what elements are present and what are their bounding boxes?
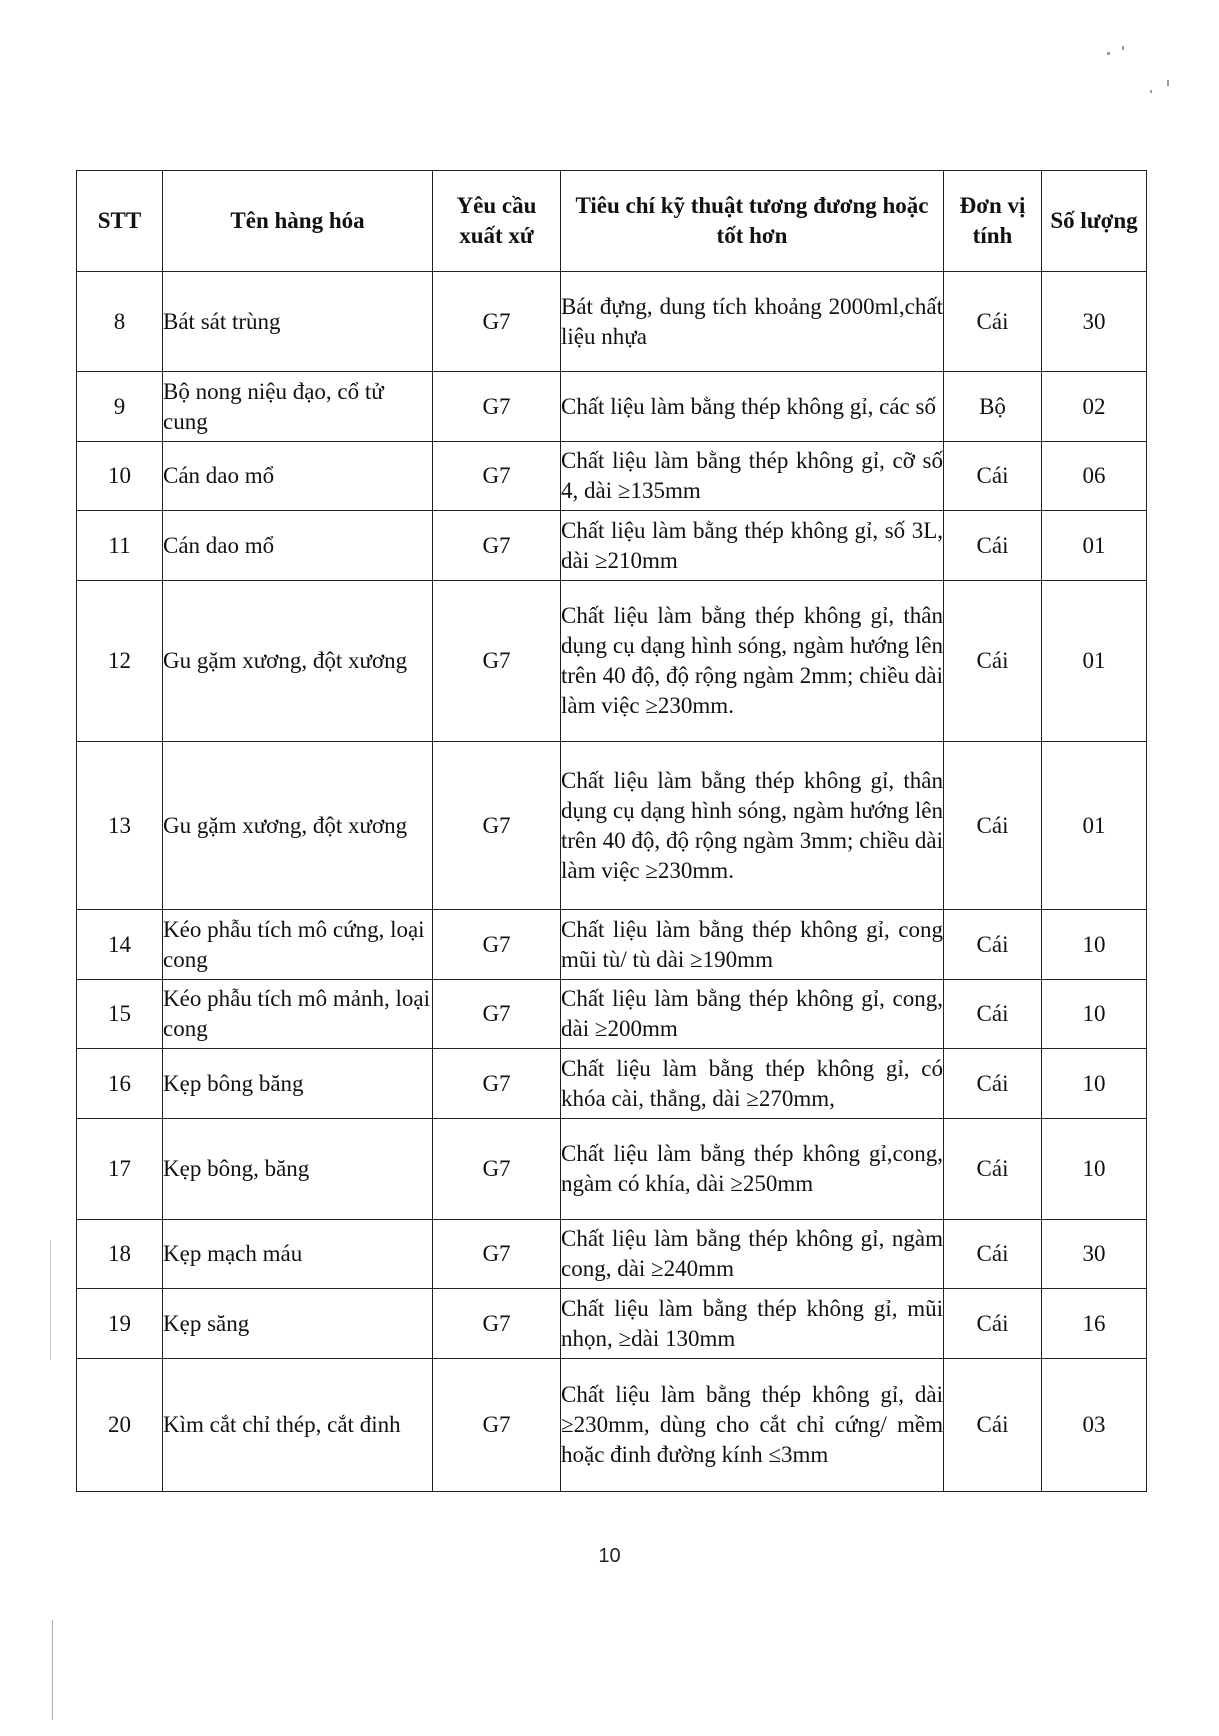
cell-qty: 10 bbox=[1042, 910, 1147, 980]
cell-qty: 03 bbox=[1042, 1359, 1147, 1492]
table-header-row bbox=[77, 171, 1147, 272]
scan-speck bbox=[1107, 52, 1110, 55]
cell-unit: Cái bbox=[944, 1049, 1042, 1119]
table-row bbox=[77, 910, 1147, 980]
cell-name: Kìm cắt chỉ thép, cắt đinh bbox=[163, 1359, 433, 1492]
table-row bbox=[77, 1049, 1147, 1119]
cell-origin: G7 bbox=[433, 272, 561, 372]
cell-qty: 01 bbox=[1042, 511, 1147, 581]
cell-stt: 16 bbox=[77, 1049, 163, 1119]
cell-unit: Cái bbox=[944, 442, 1042, 511]
cell-spec: Chất liệu làm bằng thép không gỉ, số 3L, dài ≥210mm bbox=[561, 511, 944, 581]
header-origin: Yêu cầu xuất xứ bbox=[433, 171, 561, 272]
cell-spec: Chất liệu làm bằng thép không gỉ, ngàm cong, dài ≥240mm bbox=[561, 1220, 944, 1289]
cell-spec: Chất liệu làm bằng thép không gỉ, thân dụng cụ dạng hình sóng, ngàm hướng lên trên 40 độ, độ rộng ngàm 2mm; chiều dài làm việc ≥230mm. bbox=[561, 581, 944, 742]
cell-stt: 13 bbox=[77, 742, 163, 910]
cell-stt: 14 bbox=[77, 910, 163, 980]
cell-qty: 06 bbox=[1042, 442, 1147, 511]
table-row bbox=[77, 511, 1147, 581]
cell-name: Kẹp mạch máu bbox=[163, 1220, 433, 1289]
cell-unit: Cái bbox=[944, 1359, 1042, 1492]
table-row bbox=[77, 980, 1147, 1049]
cell-origin: G7 bbox=[433, 442, 561, 511]
cell-origin: G7 bbox=[433, 581, 561, 742]
cell-stt: 15 bbox=[77, 980, 163, 1049]
table-row bbox=[77, 272, 1147, 372]
cell-spec: Chất liệu làm bằng thép không gỉ, cong, dài ≥200mm bbox=[561, 980, 944, 1049]
cell-unit: Cái bbox=[944, 742, 1042, 910]
scan-speck bbox=[1122, 46, 1124, 50]
page-number: 10 bbox=[598, 1545, 621, 1567]
cell-unit: Cái bbox=[944, 272, 1042, 372]
cell-stt: 12 bbox=[77, 581, 163, 742]
cell-name: Kẹp săng bbox=[163, 1289, 433, 1359]
cell-unit: Cái bbox=[944, 1220, 1042, 1289]
table-row bbox=[77, 442, 1147, 511]
cell-unit: Cái bbox=[944, 581, 1042, 742]
cell-spec: Chất liệu làm bằng thép không gỉ, các số bbox=[561, 372, 944, 442]
table-row bbox=[77, 1119, 1147, 1220]
cell-stt: 8 bbox=[77, 272, 163, 372]
cell-name: Cán dao mổ bbox=[163, 511, 433, 581]
table-row bbox=[77, 1220, 1147, 1289]
cell-spec: Chất liệu làm bằng thép không gỉ, có khóa cài, thẳng, dài ≥270mm, bbox=[561, 1049, 944, 1119]
scan-speck bbox=[1167, 80, 1169, 86]
cell-unit: Cái bbox=[944, 1289, 1042, 1359]
cell-name: Kẹp bông băng bbox=[163, 1049, 433, 1119]
cell-stt: 17 bbox=[77, 1119, 163, 1220]
table-row bbox=[77, 581, 1147, 742]
cell-qty: 01 bbox=[1042, 581, 1147, 742]
cell-name: Gu gặm xương, đột xương bbox=[163, 742, 433, 910]
scan-edge-line bbox=[50, 1240, 51, 1360]
cell-spec: Chất liệu làm bằng thép không gỉ, thân dụng cụ dạng hình sóng, ngàm hướng lên trên 40 độ, độ rộng ngàm 3mm; chiều dài làm việc ≥230mm. bbox=[561, 742, 944, 910]
cell-origin: G7 bbox=[433, 1289, 561, 1359]
scan-edge-line bbox=[52, 1620, 53, 1720]
header-name: Tên hàng hóa bbox=[163, 171, 433, 272]
cell-name: Bộ nong niệu đạo, cổ tử cung bbox=[163, 372, 433, 442]
cell-origin: G7 bbox=[433, 1359, 561, 1492]
cell-unit: Bộ bbox=[944, 372, 1042, 442]
cell-name: Cán dao mổ bbox=[163, 442, 433, 511]
cell-name: Gu gặm xương, đột xương bbox=[163, 581, 433, 742]
cell-unit: Cái bbox=[944, 910, 1042, 980]
cell-unit: Cái bbox=[944, 511, 1042, 581]
cell-qty: 02 bbox=[1042, 372, 1147, 442]
cell-spec: Chất liệu làm bằng thép không gỉ, cong mũi tù/ tù dài ≥190mm bbox=[561, 910, 944, 980]
table-row bbox=[77, 1359, 1147, 1492]
cell-origin: G7 bbox=[433, 1220, 561, 1289]
scan-speck bbox=[1150, 90, 1152, 93]
table-row bbox=[77, 742, 1147, 910]
cell-origin: G7 bbox=[433, 1119, 561, 1220]
goods-table bbox=[76, 170, 1147, 1492]
header-qty: Số lượng bbox=[1042, 171, 1147, 272]
cell-unit: Cái bbox=[944, 980, 1042, 1049]
cell-stt: 19 bbox=[77, 1289, 163, 1359]
cell-stt: 20 bbox=[77, 1359, 163, 1492]
cell-qty: 01 bbox=[1042, 742, 1147, 910]
cell-qty: 10 bbox=[1042, 1049, 1147, 1119]
cell-spec: Chất liệu làm bằng thép không gỉ, dài ≥230mm, dùng cho cắt chỉ cứng/ mềm hoặc đinh đường kính ≤3mm bbox=[561, 1359, 944, 1492]
cell-name: Bát sát trùng bbox=[163, 272, 433, 372]
cell-origin: G7 bbox=[433, 910, 561, 980]
cell-spec: Chất liệu làm bằng thép không gỉ,cong, ngàm có khía, dài ≥250mm bbox=[561, 1119, 944, 1220]
cell-name: Kẹp bông, băng bbox=[163, 1119, 433, 1220]
cell-spec: Chất liệu làm bằng thép không gỉ, cỡ số 4, dài ≥135mm bbox=[561, 442, 944, 511]
table-row bbox=[77, 372, 1147, 442]
cell-qty: 10 bbox=[1042, 1119, 1147, 1220]
cell-unit: Cái bbox=[944, 1119, 1042, 1220]
cell-spec: Chất liệu làm bằng thép không gỉ, mũi nhọn, ≥dài 130mm bbox=[561, 1289, 944, 1359]
cell-qty: 30 bbox=[1042, 1220, 1147, 1289]
cell-spec: Bát đựng, dung tích khoảng 2000ml,chất liệu nhựa bbox=[561, 272, 944, 372]
cell-qty: 10 bbox=[1042, 980, 1147, 1049]
header-stt: STT bbox=[77, 171, 163, 272]
table-row bbox=[77, 1289, 1147, 1359]
cell-qty: 30 bbox=[1042, 272, 1147, 372]
cell-origin: G7 bbox=[433, 511, 561, 581]
cell-name: Kéo phẫu tích mô cứng, loại cong bbox=[163, 910, 433, 980]
cell-origin: G7 bbox=[433, 1049, 561, 1119]
cell-origin: G7 bbox=[433, 742, 561, 910]
cell-stt: 10 bbox=[77, 442, 163, 511]
cell-stt: 18 bbox=[77, 1220, 163, 1289]
cell-name: Kéo phẫu tích mô mảnh, loại cong bbox=[163, 980, 433, 1049]
cell-origin: G7 bbox=[433, 372, 561, 442]
header-spec: Tiêu chí kỹ thuật tương đương hoặc tốt hơn bbox=[561, 171, 944, 272]
cell-qty: 16 bbox=[1042, 1289, 1147, 1359]
cell-origin: G7 bbox=[433, 980, 561, 1049]
cell-stt: 9 bbox=[77, 372, 163, 442]
cell-stt: 11 bbox=[77, 511, 163, 581]
header-unit: Đơn vị tính bbox=[944, 171, 1042, 272]
